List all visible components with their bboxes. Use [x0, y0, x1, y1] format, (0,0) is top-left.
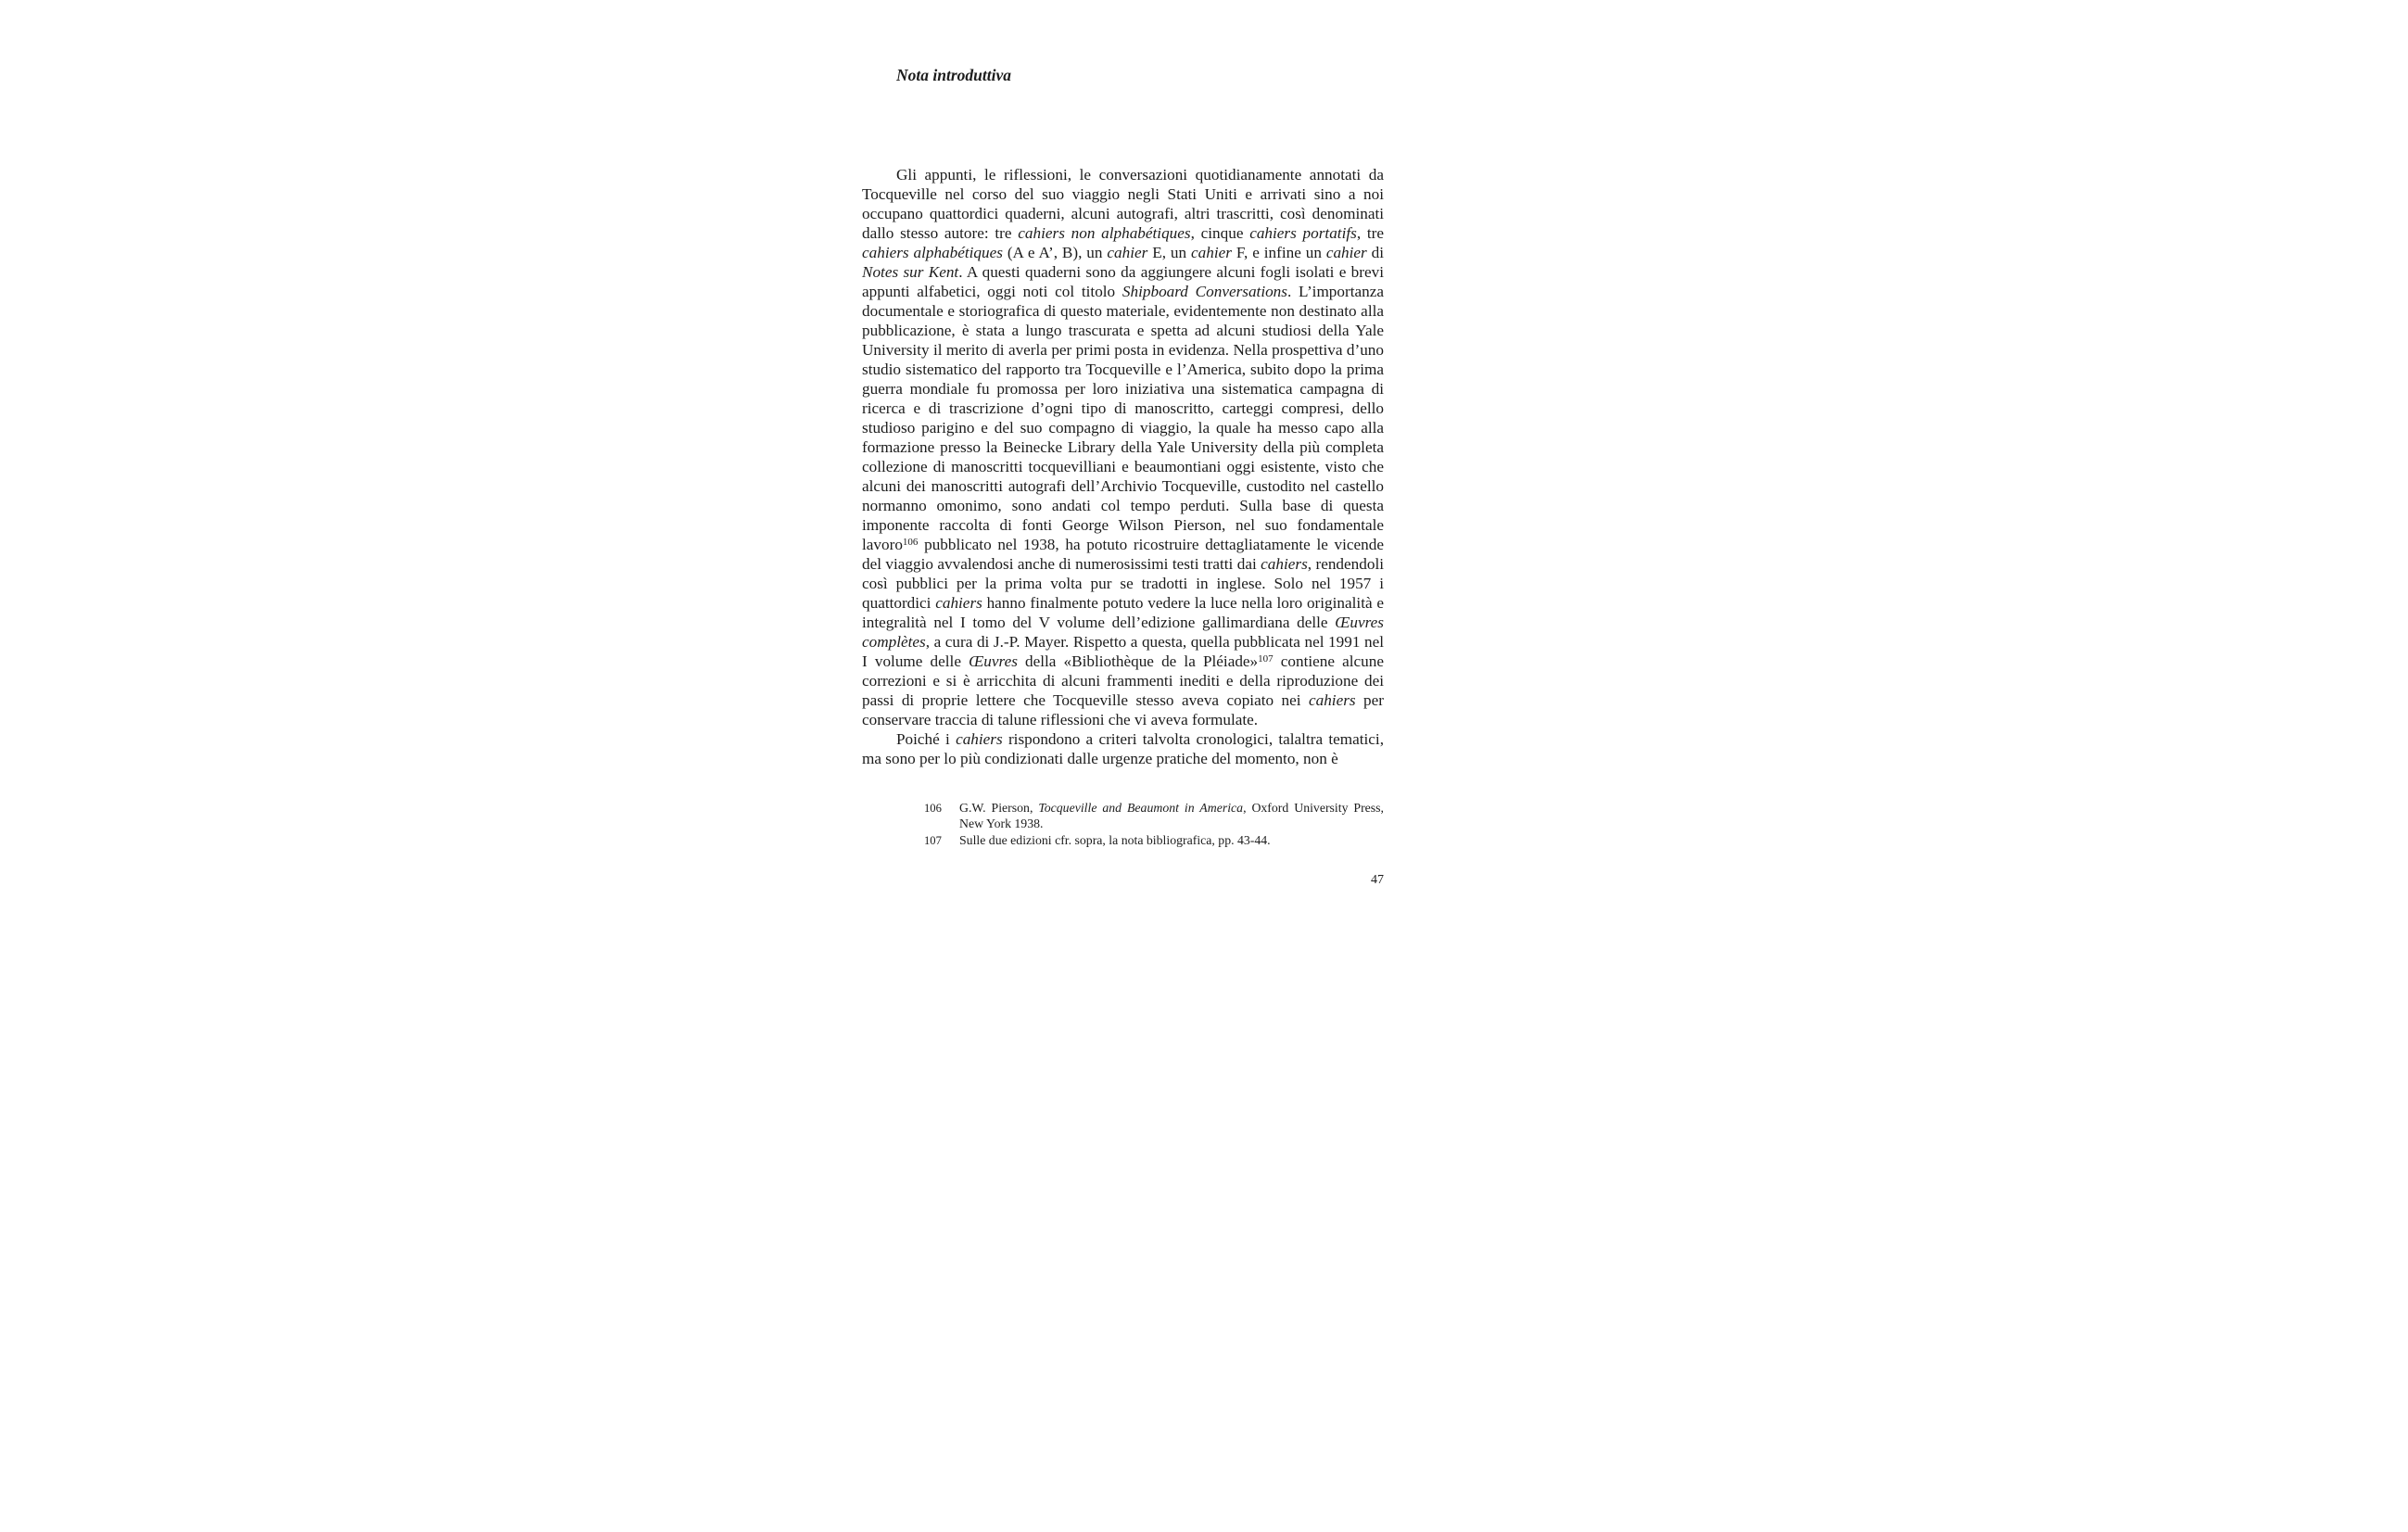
italic-text-run: Tocqueville and Beaumont in America: [1038, 801, 1244, 815]
text-run: E, un: [1147, 244, 1192, 261]
text-run: Poiché i: [896, 730, 957, 748]
footnotes-section: [862, 800, 1384, 849]
text-run: . L’importanza documentale e storiografica di questo materiale, evidentemente non destinato alla pubblicazione, è stata a lungo trascurata e spetta ad alcuni studiosi della Yale University il merito di averla per primi posta in evidenza. Nella prospettiva d’uno studio sistematico del rapporto tra Tocqueville e l’America, subito dopo la prima guerra mondiale fu promossa per loro iniziativa una sistematica campagna di ricerca e di trascrizione d’ogni tipo di manoscritto, carteggi compresi, dello studioso parigino e del suo compagno di viaggio, la quale ha messo capo alla formazione presso la Beinecke Library della Yale University della più completa collezione di manoscritti tocquevilliani e beaumontiani oggi esistente, visto che alcuni dei manoscritti autografi dell’Archivio Tocqueville, custodito nel castello normanno omonimo, sono andati col tempo perduti. Sulla base di questa imponente raccolta di fonti George Wilson Pierson, nel suo fondamentale lavoro: [862, 283, 1384, 553]
text-run: . A questi quaderni sono da aggiungere alcuni fogli isolati e brevi appunti alfabetici, oggi noti col titolo: [862, 263, 1384, 300]
text-run: per conservare traccia di talune riflessioni che vi aveva formulate.: [862, 691, 1384, 728]
italic-text-run: cahiers: [956, 730, 1003, 748]
text-run: F, e infine un: [1231, 244, 1326, 261]
text-run: , a cura di J.-P. Mayer. Rispetto a questa, quella pubblicata nel 1991 nel I volume delle: [862, 633, 1384, 670]
text-run: rispondono a criteri talvolta cronologici, talaltra tematici, ma sono per lo più condizionati dalle urgenze pratiche del momento, non è: [862, 730, 1384, 767]
text-run: della «Bibliothèque de la Pléiade»: [1017, 652, 1259, 670]
text-run: , tre: [1356, 224, 1384, 242]
text-run: (A e A’, B), un: [1002, 244, 1108, 261]
italic-text-run: Œuvres: [969, 652, 1018, 670]
body-text: [862, 165, 1384, 768]
italic-text-run: cahiers portatifs: [1249, 224, 1357, 242]
italic-text-run: cahier: [1191, 244, 1232, 261]
footnote-reference: 107: [1258, 653, 1274, 665]
italic-text-run: Shipboard Conversations: [1122, 283, 1287, 300]
text-run: pubblicato nel 1938, ha potuto ricostruire dettagliatamente le vicende del viaggio avvalendosi anche di numerosissimi testi tratti dai: [862, 536, 1384, 573]
italic-text-run: cahiers: [1308, 691, 1356, 709]
paragraph-2: [862, 729, 1384, 768]
footnote-number: 106: [924, 802, 942, 815]
footnote-106: [862, 800, 1384, 832]
footnote-reference: 106: [902, 537, 919, 549]
italic-text-run: Notes sur Kent: [862, 263, 959, 281]
italic-text-run: cahiers: [935, 594, 982, 612]
text-run: , cinque: [1190, 224, 1250, 242]
footnote-number: 107: [924, 833, 942, 847]
italic-text-run: cahiers: [1261, 555, 1308, 573]
text-run: hanno finalmente potuto vedere la luce nella loro originalità e integralità nel I tomo del V volume dell’edizione gallimardiana delle: [862, 594, 1384, 631]
italic-text-run: cahier: [1325, 244, 1367, 261]
text-run: , Oxford University Press, New York 1938.: [959, 801, 1384, 831]
text-run: Gli appunti, le riflessioni, le conversazioni quotidianamente annotati da Tocqueville nel corso del suo viaggio negli Stati Uniti e arrivati sino a noi occupano quattordici quaderni, alcuni autografi, altri trascritti, così denominati dallo stesso autore: tre: [862, 166, 1384, 242]
text-run: di: [1366, 244, 1385, 261]
italic-text-run: cahiers alphabétiques: [862, 244, 1003, 261]
text-run: Sulle due edizioni cfr. sopra, la nota bibliografica, pp. 43-44.: [959, 832, 1271, 847]
text-run: , rendendoli così pubblici per la prima volta pur se tradotti in inglese. Solo nel 1957 i quattordici: [862, 555, 1384, 612]
running-head: Nota introduttiva: [896, 66, 1011, 84]
text-run: G.W. Pierson,: [959, 801, 1039, 815]
text-run: contiene alcune correzioni e si è arricchita di alcuni frammenti inediti e della riproduzione dei passi di proprie lettere che Tocqueville stesso aveva copiato nei: [862, 652, 1384, 709]
italic-text-run: cahiers non alphabétiques: [1018, 224, 1191, 242]
italic-text-run: cahier: [1107, 244, 1148, 261]
text-column: [862, 65, 1384, 888]
footnote-text: [959, 832, 1384, 849]
footnote-text: [959, 800, 1384, 832]
page-number: 47: [1371, 873, 1384, 888]
paragraph-1: [862, 165, 1384, 729]
italic-text-run: Œuvres complètes: [862, 614, 1384, 651]
footnote-107: [862, 832, 1384, 849]
